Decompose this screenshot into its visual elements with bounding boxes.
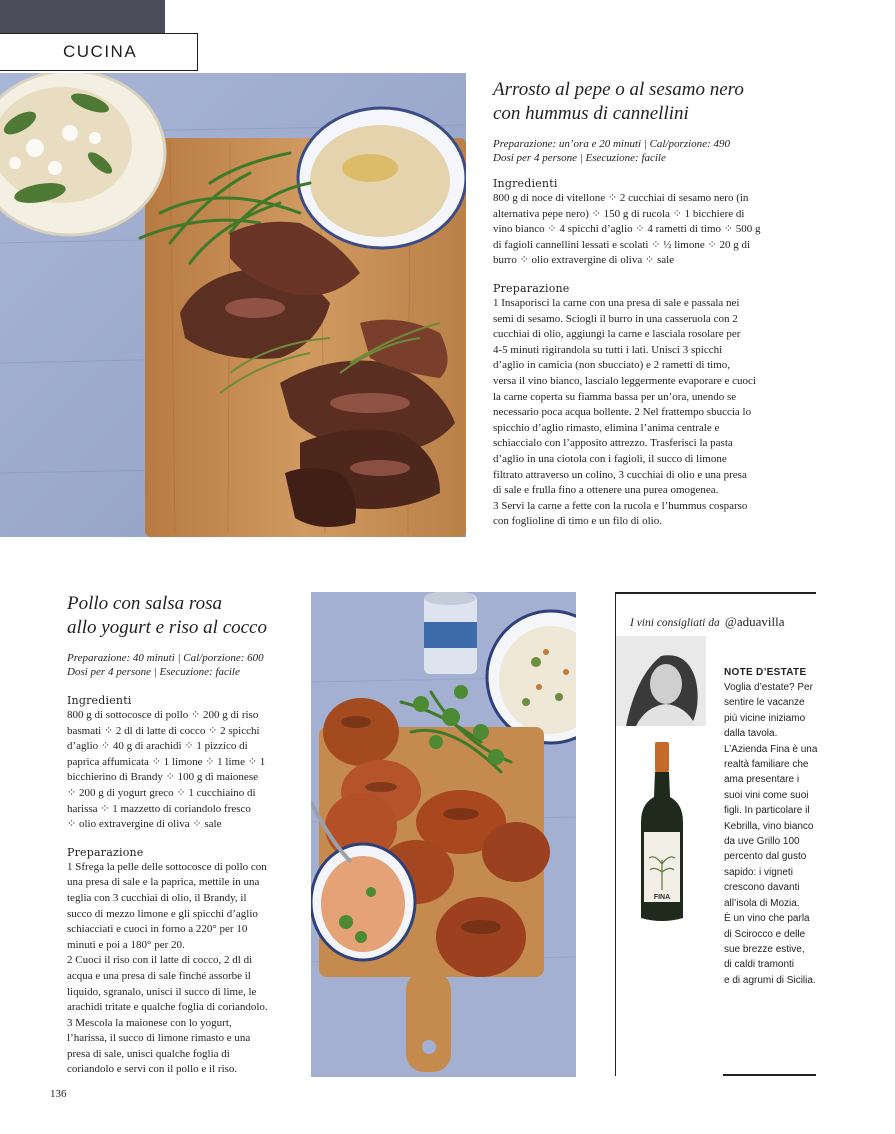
preparation-line: semi di sesamo. Sciogli il burro in una casseruola con 2 [493,312,738,325]
wine-text-line: più vicine iniziamo [724,712,806,724]
wine-text-line: sue brezze estive, [724,943,805,955]
recipe-2-preparation [67,860,307,1078]
preparation-line: la carne coperta su fiamma bassa per un’ora, unendo se [493,390,737,403]
recipe-2-title-line-1: Pollo con salsa rosa [67,593,222,614]
wine-text-line: crescono davanti [724,882,800,894]
preparation-line: d’aglio in una ciotola con i fagioli, il succo di limone [493,452,727,465]
recipe-2 [67,592,307,1078]
preparation-line: versa il vino bianco, lascialo leggermente evaporare e cuoci [493,374,756,387]
preparation-line: l’harissa, il succo di limone rimasto e una [67,1032,251,1045]
bottle-label-text: FINA [653,894,671,901]
preparation-line: filtrato attraverso un colino, 3 cucchiai di olio e una presa [493,468,747,481]
preparation-line: con foglioline di timo e un filo di olio. [493,515,662,528]
recipe-2-meta-time: Preparazione: 40 minuti | Cal/porzione: 600 [67,652,264,664]
wine-text-line: all’isola di Mozia. [724,897,800,909]
recipe-2-meta-servings: Dosi per 4 persone | Esecuzione: facile [67,666,240,678]
wine-intro [630,611,784,630]
recipe-1-ingredients-heading: Ingredienti [493,177,558,190]
ingredient-line: bicchierino di Brandy ⁘ 100 g di maionese [67,771,258,784]
wine-text-line: da uve Grillo 100 [724,836,800,848]
recipe-1-meta-servings: Dosi per 4 persone | Esecuzione: facile [493,152,666,164]
chicken-photo [311,592,576,1077]
preparation-line: 4-5 minuti rigirandola su tutti i lati. Unisci 3 spicchi [493,343,723,356]
wine-text-line: percento dal gusto [724,851,807,863]
ingredient-line: basmati ⁘ 2 dl di latte di cocco ⁘ 2 spicchi [67,724,260,737]
sidebar-top-rule [615,592,816,594]
wine-text-line: di caldi tramonti [724,959,795,971]
recipe-2-meta [67,651,307,679]
wine-heading: NOTE D’ESTATE [724,667,807,678]
preparation-line: schiaccialo con l’apposito attrezzo. Trasferisci la pasta [493,437,733,450]
ingredient-line: paprica affumicata ⁘ 1 limone ⁘ 1 lime ⁘ 1 [67,755,266,768]
ingredient-line: ⁘ olio extravergine di oliva ⁘ sale [67,818,222,831]
wine-text-line: suoi vini come suoi [724,789,809,801]
preparation-line: 3 Mescola la maionese con lo yogurt, [67,1016,232,1029]
preparation-line: 2 Cuoci il riso con il latte di cocco, 2 dl di [67,954,253,967]
recipe-2-ingredients-heading: Ingredienti [67,694,132,707]
preparation-line: cucchiai di olio, aggiungi la carne e lasciala rosolare per [493,328,741,341]
recipe-1 [493,78,818,530]
recipe-1-meta [493,137,818,165]
preparation-line: una presa di sale e la paprica, mettile in una [67,876,260,889]
ingredient-line: 800 g di sottocosce di pollo ⁘ 200 g di riso [67,709,259,721]
recipe-2-preparation-heading: Preparazione [67,845,144,859]
preparation-line: spicchio d’aglio rimasto, elimina l’anima centrale e [493,421,720,434]
preparation-line: acqua e una presa di sale finché assorbe il [67,969,251,982]
wine-text-line: Voglia d’estate? Per [724,682,813,693]
wine-text-line: ama presentare i [724,774,800,786]
preparation-line: 1 Sfrega la pelle delle sottocosce di pollo con [67,860,267,873]
ingredient-line: ⁘ 200 g di yogurt greco ⁘ 1 cucchiaino di [67,786,256,799]
section-label: CUCINA [0,33,198,71]
recipe-2-ingredients [67,708,307,833]
ingredient-line: di fagioli cannellini lessati e scolati ⁘ ½ limone ⁘ 20 g di [493,238,751,251]
preparation-line: presa di sale, unisci qualche foglia di [67,1047,230,1060]
wine-text-line: dalla tavola. [724,728,778,740]
recipe-1-title [493,78,818,126]
wine-text-line: Kebrilla, vino bianco [724,820,814,832]
recipe-2-title [67,592,307,640]
wine-bottle-image [637,742,687,922]
preparation-line: coriandolo e servi con il pollo e il riso. [67,1063,238,1076]
roast-photo [0,73,466,537]
ingredient-line: alternativa pepe nero) ⁘ 150 g di rucola ⁘ 1 bicchiere di [493,207,745,220]
wine-text-line: È un vino che parla [724,913,810,925]
preparation-line: di sale e frulla fino a ottenere una purea omogenea. [493,484,719,497]
wine-text-line: sentire le vacanze [724,697,805,709]
wine-text-line: realtà familiare che [724,759,809,771]
preparation-line: liquido, sgranalo, unisci il succo di lime, le [67,985,257,998]
preparation-line: teglia con 3 cucchiai di olio, il Brandy, il [67,891,247,904]
preparation-line: schiacciati e cuoci in forno a 220° per 10 [67,923,248,936]
ingredient-line: 800 g di noce di vitellone ⁘ 2 cucchiai di sesamo nero (in [493,192,749,204]
ingredient-line: burro ⁘ olio extravergine di oliva ⁘ sale [493,254,675,267]
sidebar-bottom-rule [723,1074,816,1076]
preparation-line: d’aglio in camicia (non sbucciato) e 2 rametti di timo, [493,359,731,372]
ingredient-line: harissa ⁘ 1 mazzetto di coriandolo fresco [67,802,251,815]
recipe-1-ingredients [493,191,818,269]
wine-text-line: figli. In particolare il [724,805,810,817]
wine-text [724,680,819,988]
preparation-line: 1 Insaporisci la carne con una presa di sale e passala nei [493,296,740,309]
wine-intro-text: I vini consigliati da [630,617,720,629]
recipe-1-meta-time: Preparazione: un’ora e 20 minuti | Cal/porzione: 490 [493,138,730,150]
recipe-2-title-line-2: allo yogurt e riso al cocco [67,617,267,638]
author-portrait [616,636,706,726]
preparation-line: succo di mezzo limone e gli spicchi d’aglio [67,907,258,920]
wine-text-column [724,667,819,988]
ingredient-line: d’aglio ⁘ 40 g di arachidi ⁘ 1 pizzico di [67,740,248,753]
preparation-line: arachidi tritate e qualche foglia di coriandolo. [67,1001,268,1014]
recipe-1-preparation [493,296,818,530]
wine-text-line: di Scirocco e delle [724,928,806,940]
wine-text-line: sapido: i vigneti [724,866,793,878]
wine-text-line: e di agrumi di Sicilia. [724,974,816,986]
header-bar [0,0,165,33]
preparation-line: necessario poca acqua bollente. 2 Nel frattempo sbuccia lo [493,406,752,419]
page-number: 136 [50,1088,67,1100]
recipe-1-title-line-1: Arrosto al pepe o al sesamo nero [493,79,744,100]
preparation-line: 3 Servi la carne a fette con la rucola e l’hummus cosparso [493,499,748,512]
wine-author-handle: @aduavilla [724,614,785,629]
wine-sidebar [615,592,816,1076]
ingredient-line: vino bianco ⁘ 4 spicchi d’aglio ⁘ 4 rametti di timo ⁘ 500 g [493,223,761,236]
recipe-1-preparation-heading: Preparazione [493,281,570,295]
recipe-1-title-line-2: con hummus di cannellini [493,103,689,124]
preparation-line: minuti e poi a 180° per 20. [67,938,185,951]
wine-text-line: L’Azienda Fina è una [724,743,818,755]
